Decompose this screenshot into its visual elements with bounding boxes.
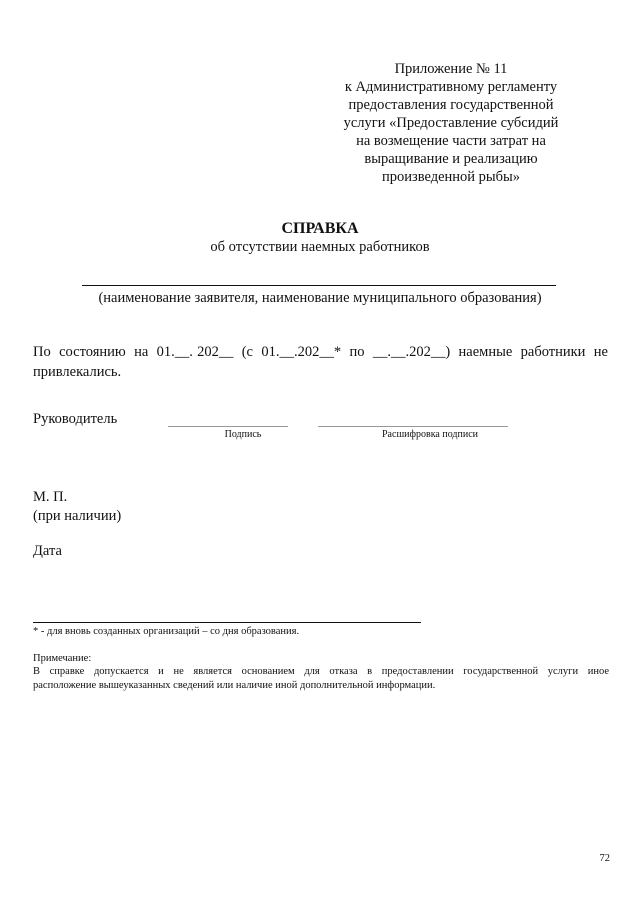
page-number: 72	[599, 853, 610, 864]
signature-decoding-caption: Расшифровка подписи	[382, 429, 478, 440]
appendix-line: предоставления государственной	[348, 97, 554, 113]
appendix-line: на возмещение части затрат на	[356, 133, 546, 149]
note-line: расположение вышеуказанных сведений или наличие иной дополнительной информации.	[33, 680, 436, 691]
applicant-blank-line	[82, 285, 556, 286]
appendix-line: к Административному регламенту	[344, 79, 558, 95]
appendix-line: произведенной рыбы»	[381, 169, 521, 185]
statement-paragraph	[33, 342, 608, 382]
signatory-role-label: Руководитель	[33, 411, 118, 427]
signature-caption: Подпись	[224, 429, 262, 440]
stamp-label: М. П.	[33, 489, 68, 505]
signature-blank-line	[168, 426, 288, 427]
appendix-block	[320, 60, 582, 186]
appendix-line: выращивание и реализацию	[364, 151, 538, 167]
document-title: СПРАВКА	[281, 220, 359, 237]
appendix-line: Приложение № 11	[394, 61, 508, 77]
note-line: В справке допускается и не является основанием для отказа в предоставлении государственной услуги иное	[33, 666, 609, 677]
footnote-separator	[33, 622, 421, 623]
note-text	[33, 665, 609, 693]
statement-line: По состоянию на 01.__. 202__ (с 01.__.202__* по __.__.202__) наемные работники не	[33, 344, 608, 360]
applicant-caption: (наименование заявителя, наименование муниципального образования)	[98, 290, 542, 306]
date-label: Дата	[33, 543, 62, 559]
note-label: Примечание:	[33, 653, 92, 664]
signature-decoding-blank-line	[318, 426, 508, 427]
appendix-line: услуги «Предоставление субсидий	[343, 115, 559, 131]
footnote-text: * - для вновь созданных организаций – со дня образования.	[33, 626, 300, 637]
document-subtitle: об отсутствии наемных работников	[210, 239, 430, 255]
statement-line: привлекались.	[33, 364, 122, 380]
stamp-note: (при наличии)	[33, 508, 122, 524]
